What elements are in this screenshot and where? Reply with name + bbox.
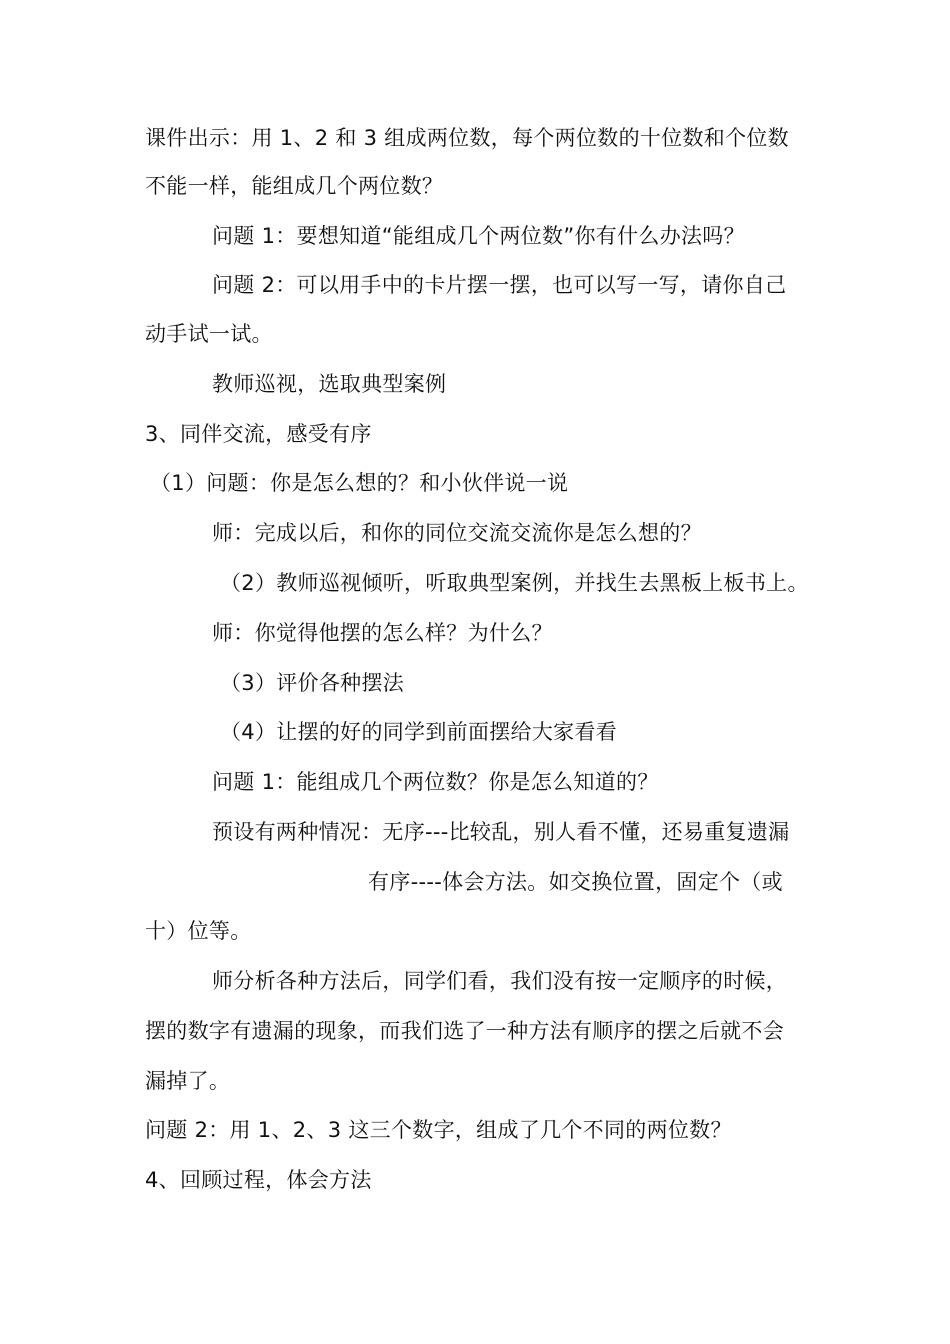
text-line: 师：完成以后，和你的同位交流交流你是怎么想的？	[212, 521, 702, 545]
text-line: 漏掉了。	[145, 1069, 231, 1093]
section-heading: 4、回顾过程，体会方法	[145, 1168, 372, 1192]
section-heading: 3、同伴交流，感受有序	[145, 422, 372, 446]
text-line: （2）教师巡视倾听，听取典型案例，并找生去黑板上板书上。	[220, 571, 809, 595]
text-line: （4）让摆的好的同学到前面摆给大家看看	[220, 720, 618, 744]
text-line: 师分析各种方法后，同学们看，我们没有按一定顺序的时候，	[212, 969, 788, 993]
text-line: （3）评价各种摆法	[220, 671, 405, 695]
text-line: （1）问题：你是怎么想的？和小伙伴说一说	[150, 471, 569, 495]
text-line: 不能一样，能组成几个两位数？	[145, 174, 444, 198]
text-line: 十）位等。	[145, 919, 252, 943]
text-line: 有序----体会方法。如交换位置，固定个（或	[368, 870, 783, 894]
text-line: 问题 2：用 1、2、3 这三个数字，组成了几个不同的两位数？	[145, 1118, 732, 1142]
text-line: 问题 2：可以用手中的卡片摆一摆，也可以写一写，请你自己	[212, 273, 787, 297]
text-line: 摆的数字有遗漏的现象，而我们选了一种方法有顺序的摆之后就不会	[145, 1019, 784, 1043]
text-line: 教师巡视，选取典型案例	[212, 372, 447, 396]
text-line: 预设有两种情况：无序---比较乱，别人看不懂，还易重复遗漏	[212, 820, 790, 844]
text-line: 课件出示：用 1、2 和 3 组成两位数，每个两位数的十位数和个位数	[145, 126, 789, 150]
text-line: 师：你觉得他摆的怎么样？为什么？	[212, 621, 553, 645]
text-line: 问题 1：能组成几个两位数？你是怎么知道的？	[212, 770, 659, 794]
text-line: 问题 1：要想知道“能组成几个两位数”你有什么办法吗？	[212, 224, 745, 248]
text-line: 动手试一试。	[145, 322, 273, 346]
